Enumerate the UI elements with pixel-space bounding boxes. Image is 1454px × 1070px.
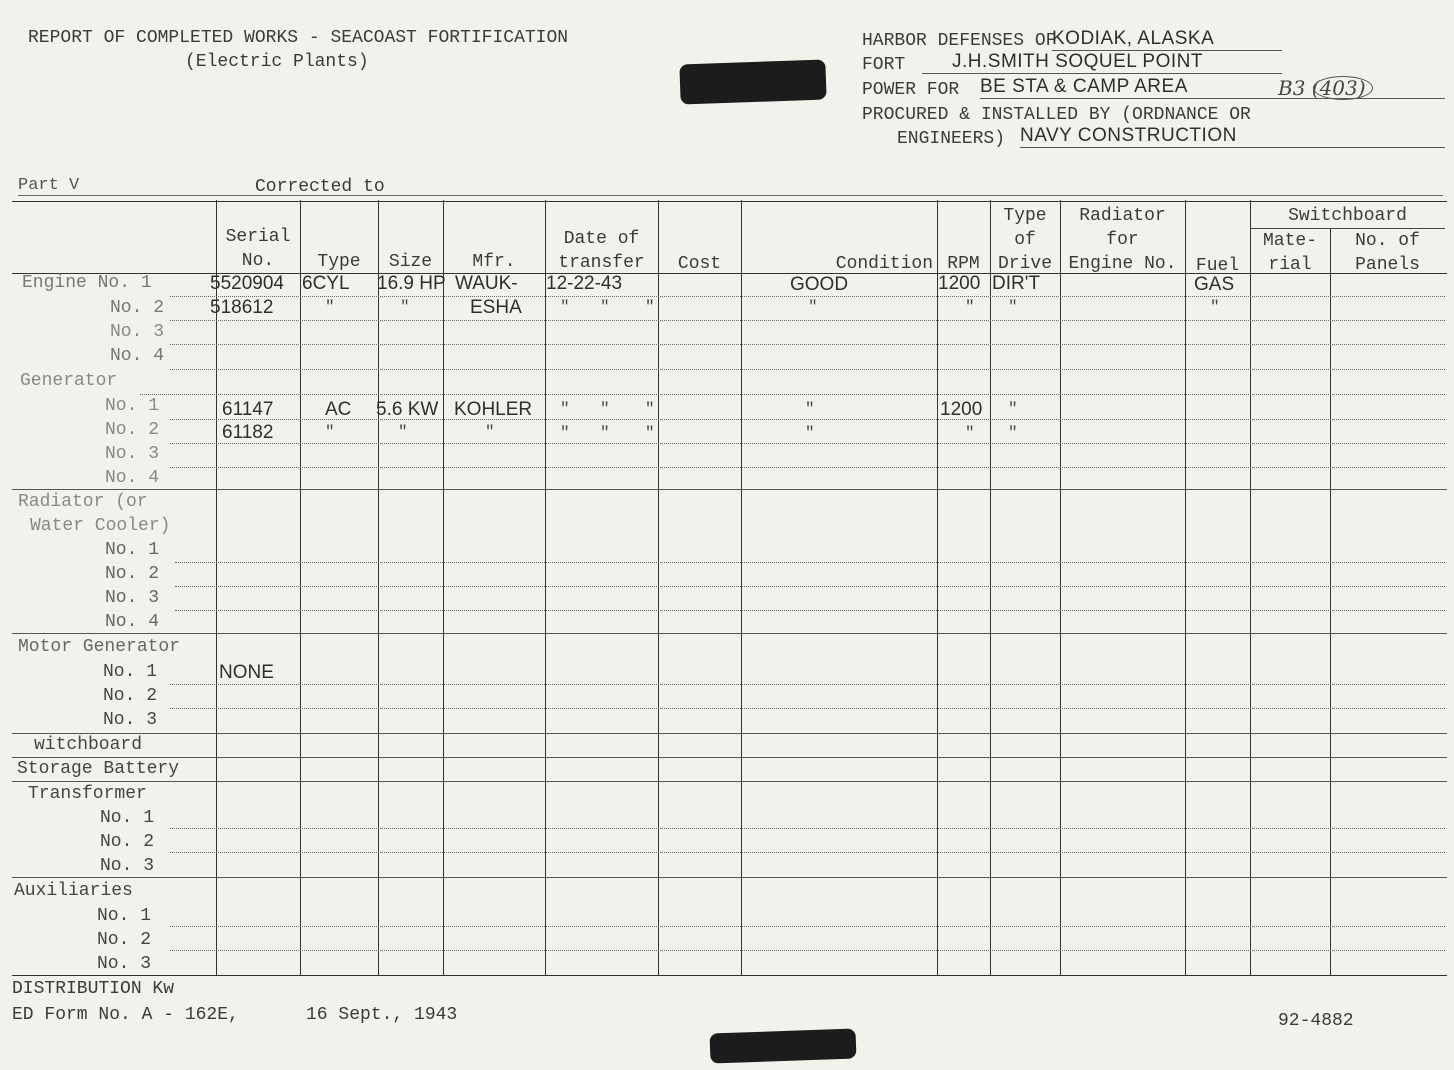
procured-label-1: PROCURED & INSTALLED BY (ORDNANCE OR [862,105,1251,125]
col-serial: Serial No. [225,227,291,271]
row-mg-3: No. 3 [103,710,158,730]
engine2-type-ditto: " [325,298,335,316]
fort-label: FORT [862,55,906,75]
row-tr-2: No. 2 [100,832,155,852]
engine2-date-ditto-2: " [600,298,610,316]
gen1-type: AC [325,399,352,420]
engine2-condition-ditto: " [808,298,818,316]
fort-value: J.H.SMITH SOQUEL POINT [922,51,1282,74]
redaction-mark-bottom [710,1028,857,1063]
gen1-size: 5.6 KW [376,399,439,420]
engine1-rpm: 1200 [938,273,981,294]
handwritten-note: B3 (403) [1278,76,1366,100]
power-label: POWER FOR [862,80,960,100]
row-rad-3: No. 3 [105,588,160,608]
harbor-label: HARBOR DEFENSES OF [862,31,1057,51]
col-size: Size [388,252,433,272]
gen1-mfr: KOHLER [454,399,533,420]
engine2-drive-ditto: " [1008,298,1018,316]
row-mg-2: No. 2 [103,686,158,706]
engine1-serial: 5520904 [210,273,284,294]
row-engine-3: No. 3 [110,322,165,342]
gen2-mfr-ditto: " [485,423,495,441]
col-panels: No. of Panels [1355,231,1420,275]
gen2-type-ditto: " [325,423,335,441]
engine1-type: 6CYL [302,273,350,294]
engine2-date-ditto-3: " [645,298,655,316]
gen2-drive-ditto: " [1008,424,1018,442]
corrected-label: Corrected to [255,177,385,197]
row-gen-1: No. 1 [105,396,160,416]
col-cost: Cost [677,254,722,274]
engine1-drive: DIR'T [992,273,1040,294]
col-date: Date of transfer [558,229,645,273]
gen2-serial: 61182 [222,422,274,443]
engine1-size: 16.9 HP [377,273,446,294]
gen1-date-ditto-2: " [600,400,610,418]
col-type: Type [317,252,361,272]
gen2-date-ditto-3: " [645,424,655,442]
row-rad-1: No. 1 [105,540,160,560]
row-auxiliaries: Auxiliaries [14,881,133,901]
col-drive: Type of Drive [997,206,1052,274]
form-date: 16 Sept., 1943 [306,1005,458,1025]
gen2-rpm-ditto: " [965,424,975,442]
engine1-fuel: GAS [1194,274,1235,295]
row-gen-2: No. 2 [105,420,160,440]
gen1-date-ditto-1: " [560,400,570,418]
gen2-date-ditto-1: " [560,424,570,442]
col-material: Mate- rial [1262,231,1317,275]
col-switchboard: Switchboard [1288,206,1407,226]
form-title: REPORT OF COMPLETED WORKS - SEACOAST FORTIFICATION [28,28,569,48]
row-rad-2: No. 2 [105,564,160,584]
part-label: Part V [18,176,80,195]
col-rpm: RPM [947,254,980,274]
engine2-rpm-ditto: " [965,298,975,316]
row-gen-3: No. 3 [105,444,160,464]
row-engine-1: Engine No. 1 [22,273,152,293]
handwritten-circle [1313,76,1373,100]
gen1-rpm: 1200 [940,399,983,420]
engine1-mfr: WAUK- [455,273,518,294]
row-aux-2: No. 2 [97,930,152,950]
row-radiator-2: Water Cooler) [30,516,171,536]
row-rad-4: No. 4 [105,612,160,632]
col-radiator: Radiator for Engine No. [1068,206,1177,274]
row-engine-2: No. 2 [110,298,165,318]
gen1-date-ditto-3: " [645,400,655,418]
col-mfr: Mfr. [472,252,516,272]
engine2-size-ditto: " [400,298,410,316]
engine1-date: 12-22-43 [546,273,623,294]
engine2-serial: 518612 [210,297,274,318]
gen2-date-ditto-2: " [600,424,610,442]
row-mg-1: No. 1 [103,662,158,682]
mg1-serial: NONE [219,662,274,683]
form-subtitle: (Electric Plants) [185,52,369,72]
col-condition: Condition [835,254,933,274]
distribution-label: DISTRIBUTION Kw [12,979,175,999]
gen2-condition-ditto: " [805,424,815,442]
gen2-size-ditto: " [398,423,408,441]
row-switchboard: witchboard [34,735,143,755]
row-engine-4: No. 4 [110,346,165,366]
part-underline [18,195,1443,196]
col-fuel: Fuel [1195,256,1240,276]
row-tr-3: No. 3 [100,856,155,876]
row-motor-generator: Motor Generator [18,637,181,657]
form-number: ED Form No. A - 162E, [12,1005,239,1025]
table-top-border [12,201,1447,202]
procured-value: NAVY CONSTRUCTION [1020,125,1445,148]
gen1-drive-ditto: " [1008,400,1018,418]
gen1-condition-ditto: " [805,400,815,418]
row-gen-4: No. 4 [105,468,160,488]
redaction-mark-top [679,59,826,104]
row-aux-3: No. 3 [97,954,152,974]
engine1-condition: GOOD [790,274,849,295]
procured-label-2: ENGINEERS) [897,129,1006,149]
row-tr-1: No. 1 [100,808,155,828]
row-generator: Generator [20,371,118,391]
power-value: BE STA & CAMP AREA [980,76,1445,99]
engine2-date-ditto-1: " [560,298,570,316]
row-aux-1: No. 1 [97,906,152,926]
document-number: 92-4882 [1278,1011,1354,1031]
engine2-fuel-ditto: " [1210,298,1220,316]
row-storage-battery: Storage Battery [17,759,180,779]
gen1-serial: 61147 [222,399,274,420]
row-radiator-1: Radiator (or [18,492,148,512]
harbor-value: KODIAK, ALASKA [1052,28,1282,51]
engine2-mfr: ESHA [470,297,522,318]
row-transformer: Transformer [28,784,147,804]
